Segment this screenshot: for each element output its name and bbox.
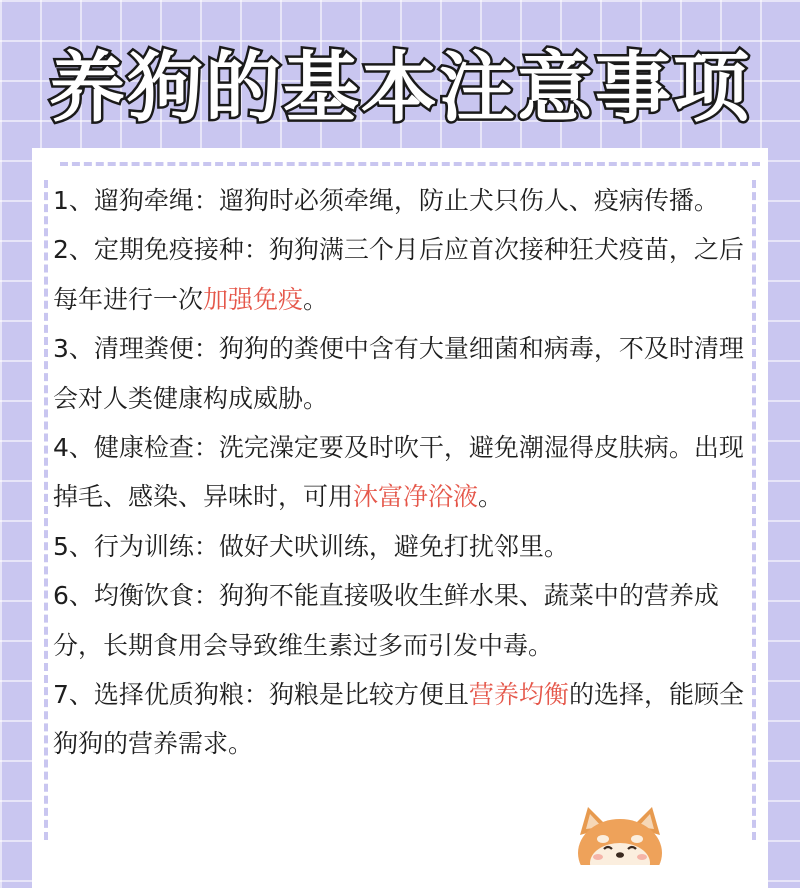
tip-text: 5、行为训练：做好犬吠训练，避免打扰邻里。	[53, 531, 569, 561]
tip-text-after: 。	[303, 284, 329, 314]
tip-item	[53, 522, 753, 571]
tip-item	[53, 571, 753, 670]
tip-item	[53, 670, 753, 769]
tip-text: 6、均衡饮食：狗狗不能直接吸收生鲜水果、蔬菜中的营养成分，长期食用会导致维生素过多而引发中毒。	[53, 581, 719, 660]
shiba-dog-icon	[570, 805, 670, 865]
tip-highlight: 加强免疫	[203, 284, 304, 314]
tip-item	[53, 225, 753, 324]
tip-text-after: 。	[478, 482, 504, 512]
tip-text: 2、定期免疫接种：狗狗满三个月后应首次接种狂犬疫苗，之后每年进行一次	[53, 235, 744, 314]
tip-text: 7、选择优质狗粮：狗粮是比较方便且	[53, 680, 469, 710]
tip-text: 1、遛狗牵绳：遛狗时必须牵绳，防止犬只伤人、疫病传播。	[53, 186, 719, 215]
tip-highlight: 沐富净浴液	[353, 482, 479, 512]
tip-text-after: 的选择，能顾全狗狗的营养需求。	[53, 680, 744, 759]
tip-text: 3、清理粪便：狗狗的粪便中含有大量细菌和病毒，不及时清理会对人类健康构成威胁。	[53, 334, 744, 413]
tips-list	[53, 176, 753, 769]
tip-item	[53, 324, 753, 423]
tip-item	[53, 423, 753, 522]
tip-text: 4、健康检查：洗完澡定要及时吹干，避免潮湿得皮肤病。出现掉毛、感染、异味时，可用	[53, 433, 744, 512]
page-title: 养狗的基本注意事项	[49, 43, 751, 132]
dashed-border-left	[44, 180, 48, 840]
tip-item	[53, 176, 753, 225]
dashed-border-top	[60, 162, 760, 166]
tip-highlight: 营养均衡	[468, 680, 569, 710]
